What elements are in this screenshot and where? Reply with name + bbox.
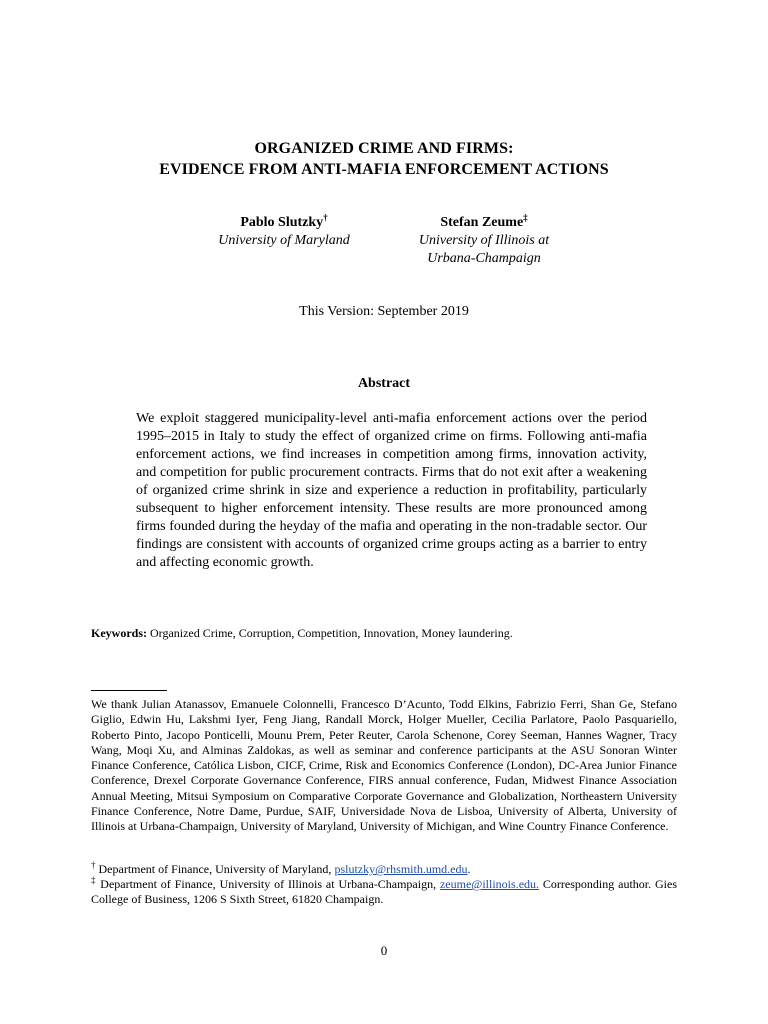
acknowledgements-footnote: We thank Julian Atanassov, Emanuele Colonnelli, Francesco D’Acunto, Todd Elkins, Fabrizio Ferri, Shan Ge, Stefano Giglio, Edwin Hu, Lakshmi Iyer, Feng Jiang, Randall Morck, Holger Mueller, Cecilia Parlatore, Paolo Pasquariello, Roberto Pinto, Jacopo Ponticelli, Mounu Prem, Peter Reuter, Carola Schenone, Corey Seeman, Hannes Wagner, Tracy Wang, Moqi Xu, and Alminas Zaldokas, as well as seminar and conference participants at the ASU Sonoran Winter Finance Conference, Católica Lisbon, CICF, Crime, Risk and Economics Conference (London), DC-Area Junior Finance Conference, Drexel Corporate Governance Conference, FIRS annual conference, Fudan, Midwest Finance Association Annual Meeting, Mitsui Symposium on Comparative Corporate Governance and Globalization, Northeastern University Finance Conference, Notre Dame, Purdue, SAIF, Universidade Nova de Lisboa, University of Alberta, University of Illinois at Urbana-Champaign, University of Maryland, University of Michigan, and Wine Country Finance Conference.: [91, 697, 677, 834]
author-name: [400, 214, 568, 232]
footnote-text: Department of Finance, University of Maryland,: [95, 862, 335, 876]
keywords-text: Organized Crime, Corruption, Competition, Innovation, Money laundering.: [150, 626, 513, 640]
author-affiliation-line-1: University of Illinois at: [418, 233, 550, 248]
version-date: This Version: September 2019: [299, 304, 469, 319]
author-footnote-mark: ‡: [523, 212, 528, 223]
footnote-author-1: [91, 862, 677, 877]
keywords-label: Keywords:: [91, 626, 147, 640]
footnote-end: Corresponding author. Gies College of Business, 1206 S Sixth Street, 61820 Champaign.: [91, 877, 678, 907]
author-footnote-mark: †: [323, 212, 328, 223]
author-affiliation: University of Maryland: [218, 233, 350, 248]
author-block-slutzky: [200, 214, 368, 250]
paper-title-line-2: EVIDENCE FROM ANTI-MAFIA ENFORCEMENT ACTIONS: [159, 161, 609, 178]
abstract-heading: Abstract: [357, 376, 411, 391]
author-block-zeume: [400, 214, 568, 268]
footnote-separator: [91, 690, 167, 691]
paper-title-line-1: ORGANIZED CRIME AND FIRMS:: [254, 140, 514, 157]
email-link-zeume[interactable]: zeume@illinois.edu.: [439, 877, 540, 891]
author-name-text: Stefan Zeume: [440, 215, 524, 230]
keywords-line: [91, 625, 681, 641]
email-link-slutzky[interactable]: pslutzky@rhsmith.umd.edu: [334, 862, 468, 876]
footnote-author-2: [91, 877, 677, 908]
footnote-end: .: [467, 862, 471, 876]
page-number: 0: [380, 943, 388, 958]
author-name: [200, 214, 368, 232]
footnote-text: Department of Finance, University of Illinois at Urbana-Champaign,: [96, 877, 440, 891]
author-affiliation-line-2: Urbana-Champaign: [427, 251, 541, 266]
footnote-mark: ‡: [91, 875, 97, 885]
footnote-mark: †: [91, 860, 96, 870]
author-name-text: Pablo Slutzky: [240, 215, 324, 230]
abstract-text: We exploit staggered municipality-level anti-mafia enforcement actions over the period 1995–2015 in Italy to study the effect of organized crime on firms. Following anti-mafia enforcement actions, we find increases in competition among firms, innovation activity, and competition for public procurement contracts. Firms that do not exit after a weakening of organized crime shrink in size and experience a reduction in profitability, particularly subsequent to higher enforcement intensity. These results are more pronounced among firms founded during the heyday of the mafia and operating in the non-tradable sector. Our findings are consistent with accounts of organized crime groups acting as a barrier to entry and affecting economic growth.: [136, 411, 647, 570]
